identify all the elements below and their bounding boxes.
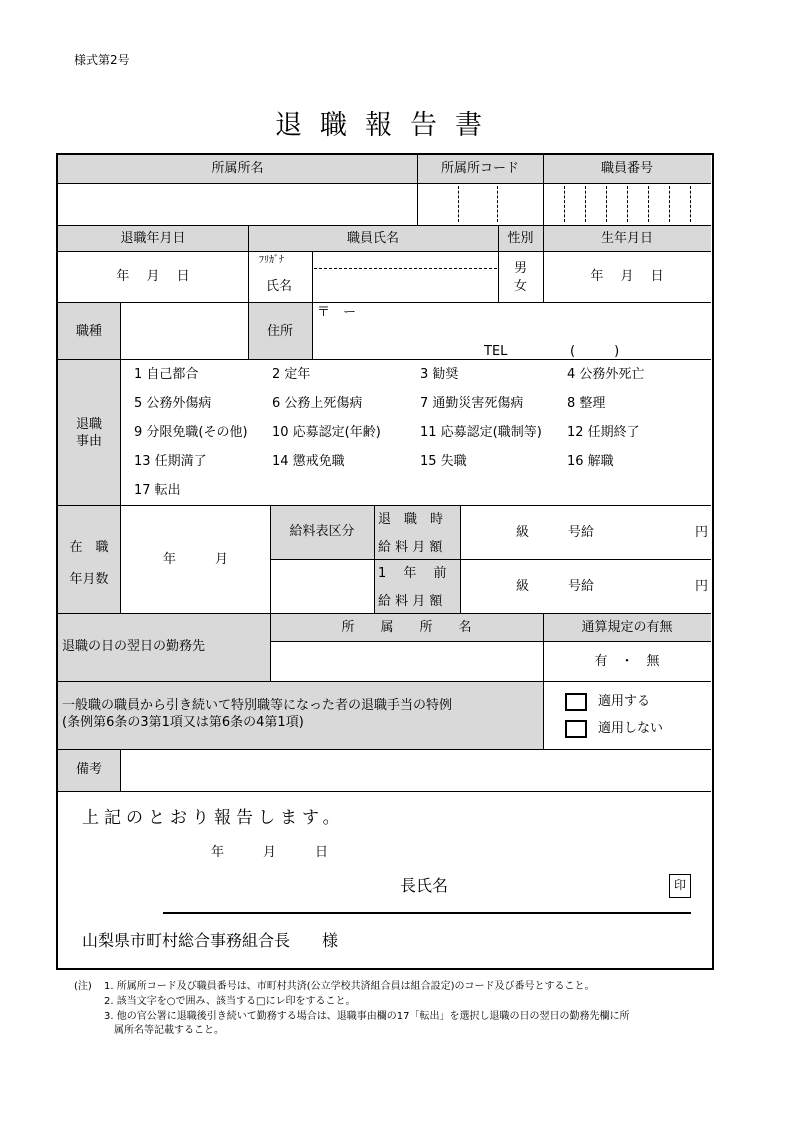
reason-item[interactable]: 14 懲戒免職 xyxy=(272,454,345,469)
not-apply-checkbox[interactable] xyxy=(565,720,587,738)
postal-mark: 〒 ー xyxy=(317,305,357,320)
apply-label: 適用する xyxy=(598,694,651,709)
reason-item[interactable]: 11 応募認定(職制等) xyxy=(420,425,542,440)
note-item: 3. 他の官公署に退職後引き続いて勤務する場合は、退職事由欄の17「転出」を選択し退職の日の翌日の勤務先欄に所 xyxy=(104,1011,630,1022)
salary-grade-2[interactable]: 級 号給 xyxy=(516,579,595,594)
employee-name-header: 職員氏名 xyxy=(346,231,399,246)
employee-name-field[interactable] xyxy=(314,253,497,301)
at-retirement-label-2: 給 料 月 額 xyxy=(378,540,443,555)
reason-label-1: 退職 xyxy=(75,417,102,432)
special-line-2: (条例第6条の3第1項又は第6条の4第1項) xyxy=(62,715,304,730)
salary-yen-1: 円 xyxy=(695,525,709,540)
retirement-date-header: 退職年月日 xyxy=(120,231,186,246)
reason-item[interactable]: 15 失職 xyxy=(420,454,467,469)
at-retirement-label-1: 退 職 時 xyxy=(378,512,444,527)
apply-checkbox[interactable] xyxy=(565,693,587,711)
note-item: 2. 該当文字を○で囲み、該当する□にレ印をすること。 xyxy=(104,996,356,1007)
note-item: 1. 所属所コード及び職員番号は、市町村共済(公立学校共済組合員は組合設定)のコード及び番号とすること。 xyxy=(104,981,595,992)
affiliation-code-header: 所属所コード xyxy=(440,161,519,176)
reason-item[interactable]: 9 分限免職(その他) xyxy=(134,425,248,440)
form-number: 様式第2号 xyxy=(74,53,130,67)
report-statement: 上記のとおり報告します。 xyxy=(82,808,345,828)
head-name-label: 長氏名 xyxy=(400,876,449,895)
gender-header: 性別 xyxy=(507,231,534,246)
signature-line xyxy=(163,912,691,914)
address-label: 住所 xyxy=(266,324,293,339)
note-item: 属所名等記載すること。 xyxy=(114,1025,224,1036)
report-date[interactable]: 年 月 日 xyxy=(211,845,329,860)
seal-label: 印 xyxy=(673,878,686,892)
addressee: 山梨県市町村総合事務組合長 様 xyxy=(82,931,339,950)
gender-female[interactable]: 女 xyxy=(513,279,527,294)
reason-item[interactable]: 10 応募認定(年齢) xyxy=(272,425,381,440)
retirement-date-field[interactable]: 年 月 日 xyxy=(116,269,190,284)
year-before-label-2: 給 料 月 額 xyxy=(378,594,443,609)
reason-item[interactable]: 1 自己都合 xyxy=(134,367,199,382)
special-line-1: 一般職の職員から引き続いて特別職等になった者の退職手当の特例 xyxy=(62,698,453,713)
not-apply-label: 適用しない xyxy=(598,721,664,736)
reason-item[interactable]: 3 勧奨 xyxy=(420,367,459,382)
page-title: 退職報告書 xyxy=(275,110,500,141)
birth-date-field[interactable]: 年 月 日 xyxy=(590,269,664,284)
gender-male[interactable]: 男 xyxy=(513,261,527,276)
salary-grade-1[interactable]: 級 号給 xyxy=(516,525,595,540)
seal-box xyxy=(669,874,691,898)
salary-table-label: 給料表区分 xyxy=(289,524,355,539)
birth-date-header: 生年月日 xyxy=(600,231,653,246)
affiliation-name-header: 所属所名 xyxy=(211,161,264,176)
service-period-field[interactable]: 年 月 xyxy=(162,552,228,567)
reason-item[interactable]: 17 転出 xyxy=(134,483,181,498)
employee-number-header: 職員番号 xyxy=(600,161,653,176)
affiliation-name-field[interactable] xyxy=(58,184,417,225)
reason-item[interactable]: 12 任期終了 xyxy=(567,425,640,440)
service-label-1: 在 職 xyxy=(69,540,109,555)
reason-item[interactable]: 6 公務上死傷病 xyxy=(272,396,363,411)
service-rule-header: 通算規定の有無 xyxy=(581,620,673,635)
reason-item[interactable]: 2 定年 xyxy=(272,367,311,382)
service-label-2: 年月数 xyxy=(69,572,109,587)
job-type-label: 職種 xyxy=(75,324,102,339)
remarks-field[interactable] xyxy=(121,750,710,791)
salary-yen-2: 円 xyxy=(695,579,709,594)
name-label: 氏名 xyxy=(266,279,293,294)
next-day-label: 退職の日の翌日の勤務先 xyxy=(62,639,206,654)
tel-label: TEL xyxy=(484,344,508,359)
reason-item[interactable]: 4 公務外死亡 xyxy=(567,367,645,382)
service-rule-yes-no[interactable]: 有 ・ 無 xyxy=(594,654,660,669)
year-before-label-1: 1 年 前 xyxy=(378,566,447,581)
employee-number-field[interactable] xyxy=(543,184,711,225)
next-day-affiliation-field[interactable] xyxy=(271,642,542,681)
tel-field[interactable]: ( ) xyxy=(570,344,620,359)
reason-item[interactable]: 5 公務外傷病 xyxy=(134,396,212,411)
remarks-label: 備考 xyxy=(75,762,102,777)
affiliation-code-field[interactable] xyxy=(417,184,543,225)
salary-table-field[interactable] xyxy=(271,560,373,613)
furigana-label: ﾌﾘｶﾞﾅ xyxy=(259,255,284,266)
reason-item[interactable]: 13 任期満了 xyxy=(134,454,207,469)
reason-item[interactable]: 8 整理 xyxy=(567,396,606,411)
notes-label: (注) xyxy=(74,981,92,992)
reason-item[interactable]: 7 通勤災害死傷病 xyxy=(420,396,524,411)
reason-item[interactable]: 16 解職 xyxy=(567,454,614,469)
reason-label-2: 事由 xyxy=(75,434,102,449)
next-day-affiliation-header: 所 属 所 名 xyxy=(341,620,472,635)
job-type-field[interactable] xyxy=(121,303,247,359)
